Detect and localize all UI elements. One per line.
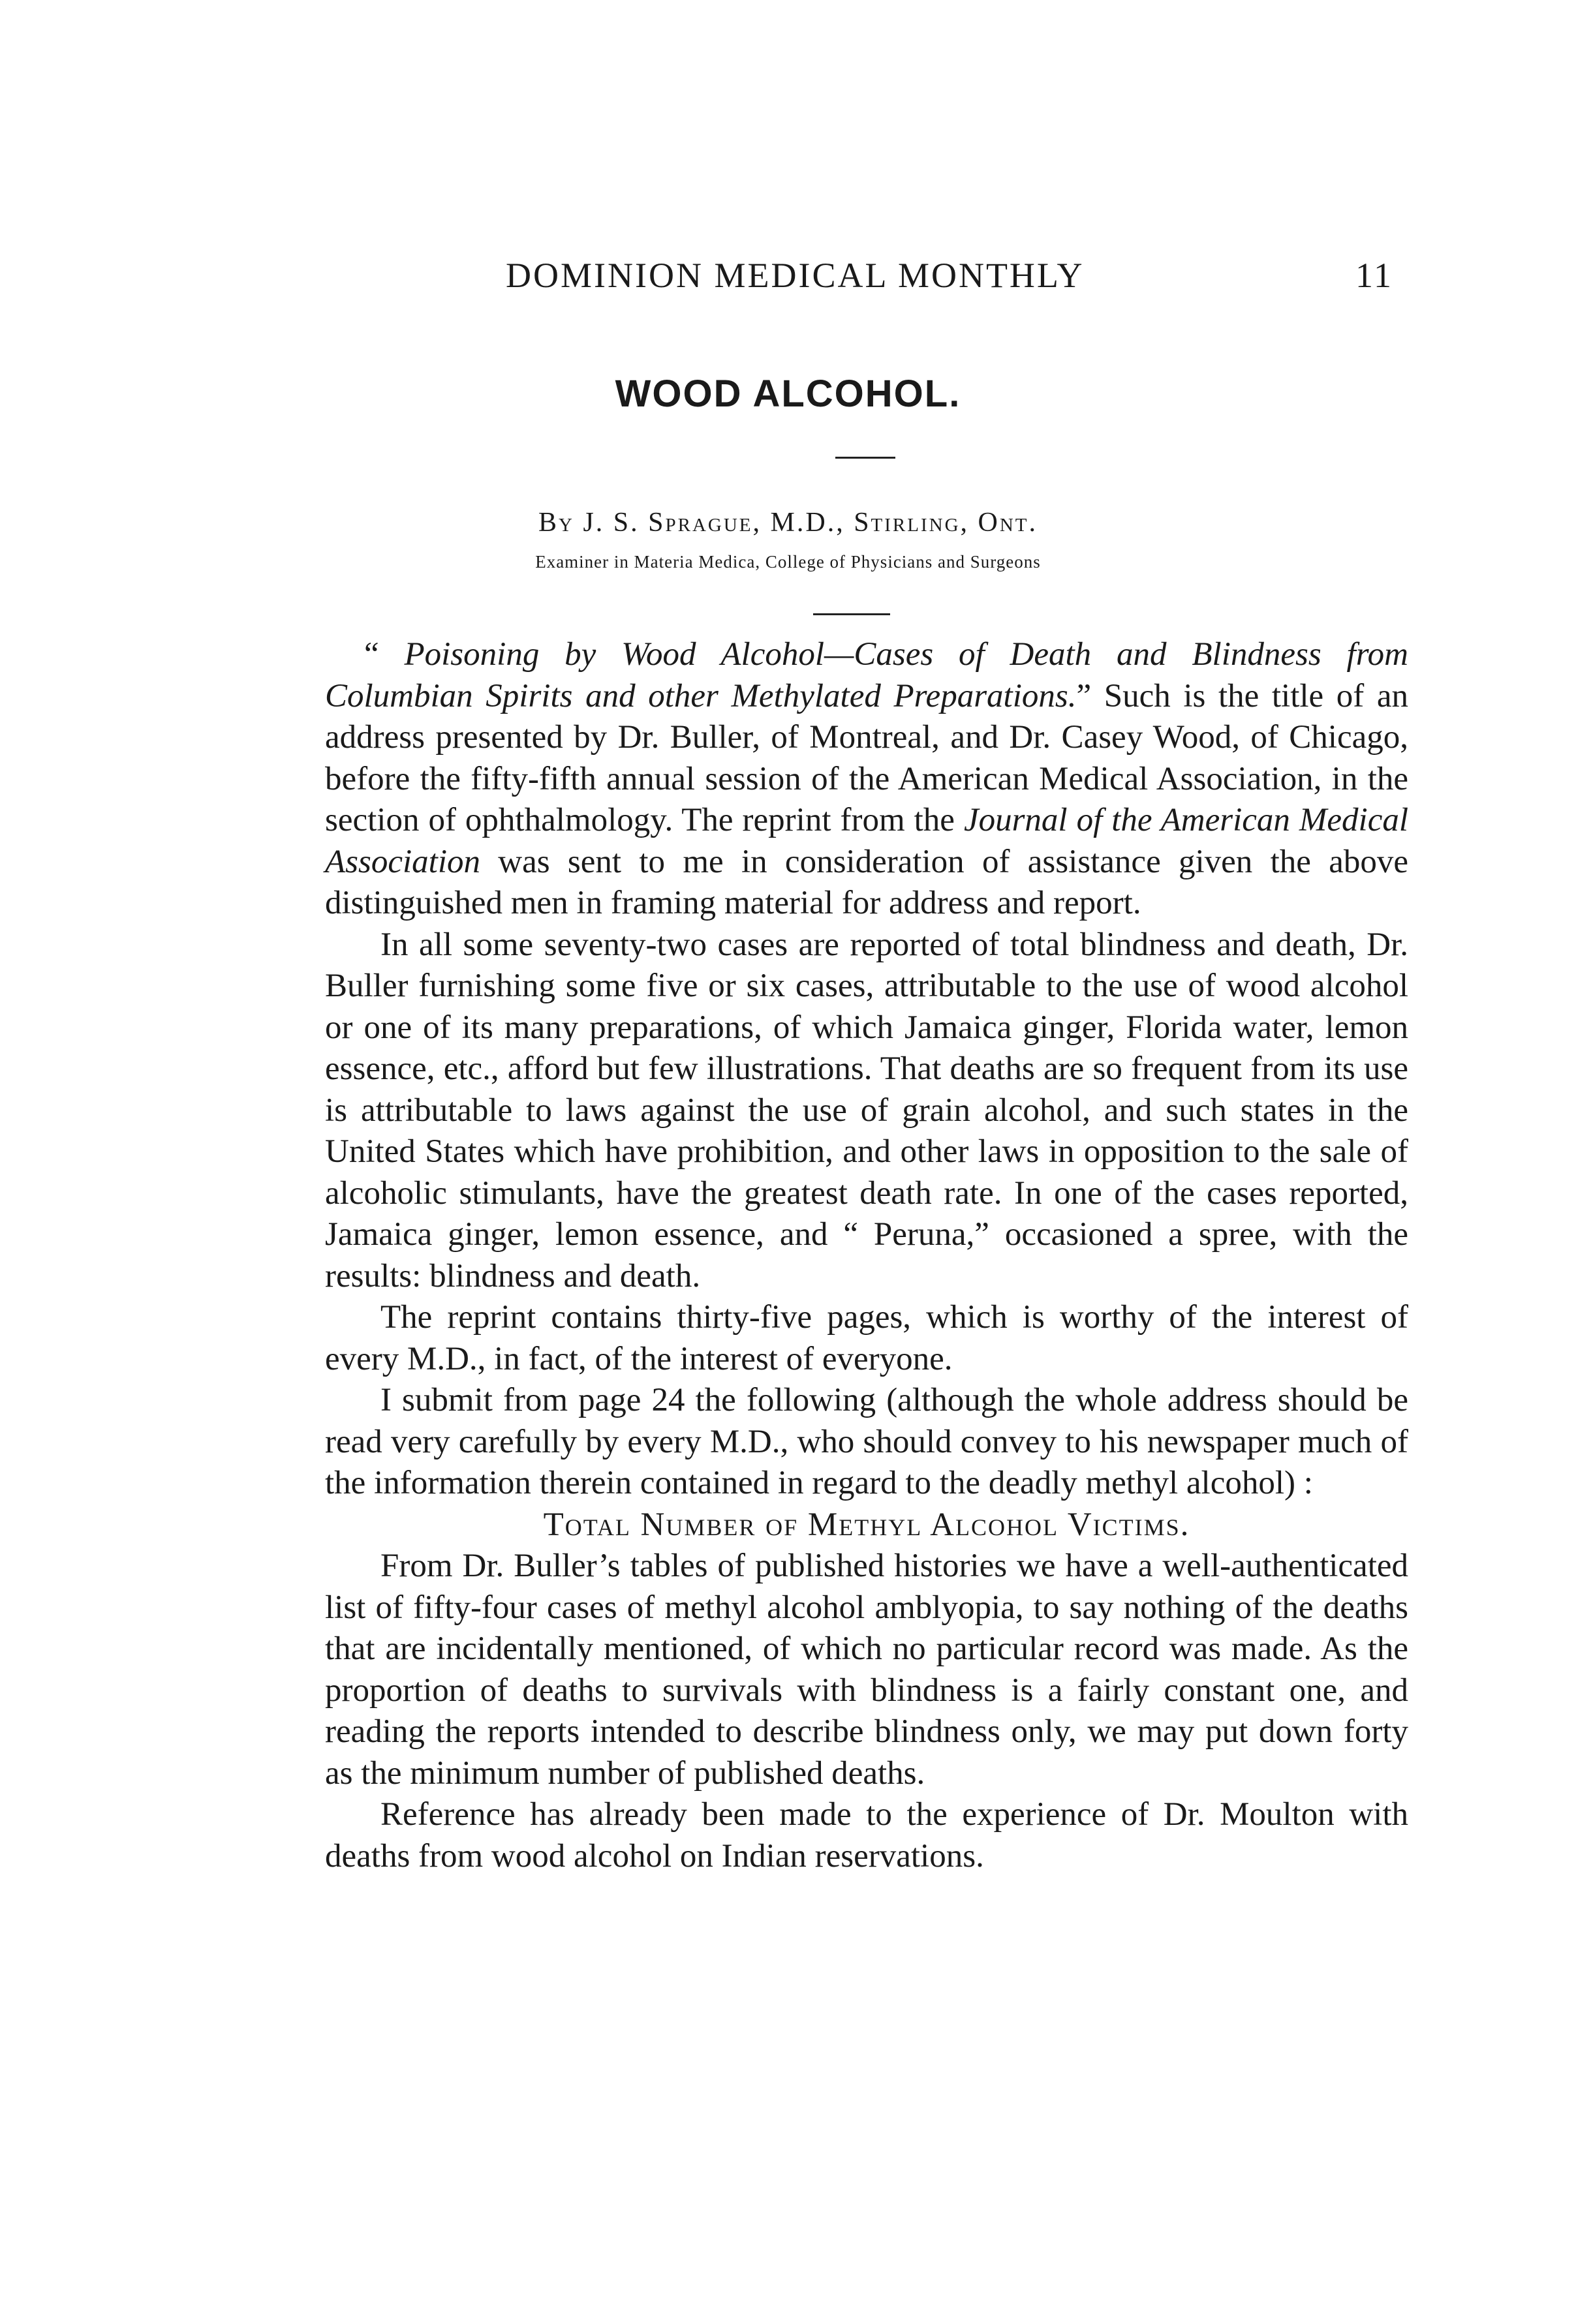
body-paragraph-1 — [325, 634, 1408, 925]
cited-journal-name: Journal of the American Medical Association — [325, 802, 1408, 880]
body-paragraph-1-text-a: Such is the title of an address presented by Dr. Buller, of Montreal, and Dr. Casey Wood, of Chicago, before the fifty-fifth annual session of the American Medical Association, in the section of ophthalmology. The reprint from the — [325, 677, 1408, 838]
body-paragraph-3: The reprint contains thirty-five pages, which is worthy of the interest of every M.D., in fact, of the interest of everyone. — [325, 1299, 1408, 1377]
body-paragraph-5: From Dr. Buller’s tables of published histories we have a well-authenticated list of fifty-four cases of methyl alcohol amblyopia, to say nothing of the deaths that are incidentally mentioned, of which no particular record was made. As the proportion of deaths to survivals with blindness is a fairly constant one, and reading the reports intended to describe blindness only, we may put down forty as the minimum number of published deaths. — [325, 1548, 1408, 1792]
title-divider-rule — [835, 457, 895, 459]
article-title: WOOD ALCOHOL. — [615, 373, 961, 415]
byline-divider-rule — [813, 613, 890, 615]
section-heading: Total Number of Methyl Alcohol Victims. — [543, 1506, 1190, 1543]
cited-address-title: Poisoning by Wood Alcohol—Cases of Death and Blindness from Columbian Spirits and other Methylated Preparations. — [325, 636, 1408, 714]
opening-quote-mark: “ — [364, 636, 405, 673]
body-paragraph-4: I submit from page 24 the following (although the whole address should be read very carefully by every M.D., who should convey to his newspaper much of the information therein contained in regard to the deadly methyl alcohol) : — [325, 1382, 1408, 1501]
body-paragraph-6: Reference has already been made to the experience of Dr. Moulton with deaths from wood alcohol on Indian reservations. — [325, 1796, 1408, 1874]
body-paragraph-2: In all some seventy-two cases are reported of total blindness and death, Dr. Buller furnishing some five or six cases, attributable to the use of wood alcohol or one of its many preparations, of which Jamaica ginger, Florida water, lemon essence, etc., afford but few illustrations. That deaths are so frequent from its use is attributable to laws against the use of grain alcohol, and such states in the United States which have prohibition, and other laws in opposition to the sale of alcoholic stimulants, have the greatest death rate. In one of the cases reported, Jamaica ginger, lemon essence, and “ Peruna,” occasioned a spree, with the results: blindness and death. — [325, 926, 1408, 1294]
author-affiliation: Examiner in Materia Medica, College of Physicians and Surgeons — [535, 552, 1041, 572]
running-head-title: DOMINION MEDICAL MONTHLY — [506, 256, 1085, 295]
article-body — [325, 634, 1408, 1877]
closing-quote-mark: ” — [1076, 677, 1092, 714]
page-number: 11 — [1355, 256, 1393, 295]
body-paragraph-1-text-b: was sent to me in consideration of assistance given the above distinguished men in framing material for address and report. — [325, 843, 1408, 921]
author-byline: By J. S. Sprague, M.D., Stirling, Ont. — [538, 508, 1038, 538]
